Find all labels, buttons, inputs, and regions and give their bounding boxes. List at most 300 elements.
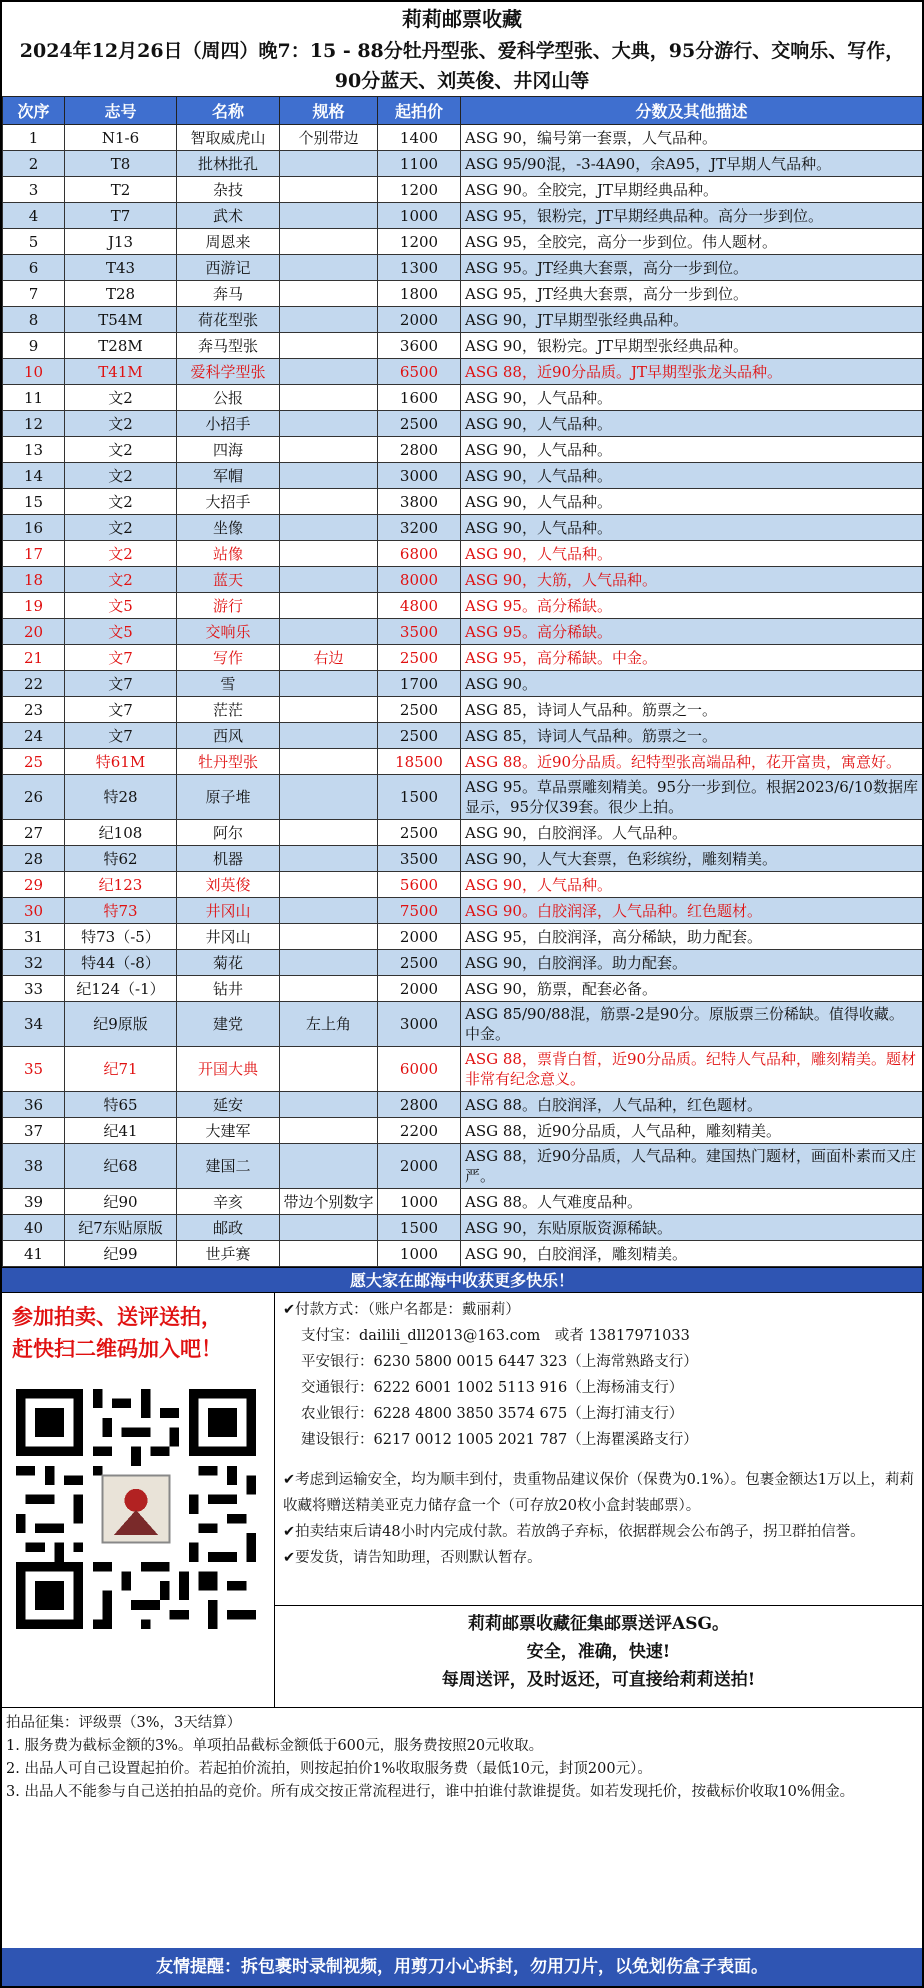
lot-number: 9 — [3, 333, 65, 359]
table-row — [3, 255, 923, 281]
table-row — [3, 541, 923, 567]
start-price: 1500 — [378, 775, 461, 820]
table-row — [3, 1002, 923, 1047]
start-price: 1200 — [378, 177, 461, 203]
stamp-name: 爱科学型张 — [177, 359, 280, 385]
stamp-name: 大招手 — [177, 489, 280, 515]
stamp-spec — [280, 1215, 378, 1241]
stamp-name: 牡丹型张 — [177, 749, 280, 775]
lot-number: 20 — [3, 619, 65, 645]
start-price: 3800 — [378, 489, 461, 515]
stamp-spec — [280, 385, 378, 411]
lot-description: ASG 88，近90分品质，人气品种，雕刻精美。 — [461, 1118, 923, 1144]
payment-deadline-note: ✔拍卖结束后请48小时内完成付款。若放鸽子弃标，依据群规会公布鸽子，拐卫群拍信誉。 — [283, 1524, 865, 1540]
table-row — [3, 1118, 923, 1144]
stamp-name: 荷花型张 — [177, 307, 280, 333]
shipping-note: ✔考虑到运输安全，均为顺丰到付，贵重物品建议保价（保费为0.1%）。包裹金额达1万以上，莉莉收藏将赠送精美亚克力储存盒一个（可存放20枚小盒封装邮票）。 — [283, 1472, 914, 1514]
start-price: 2000 — [378, 976, 461, 1002]
lot-description: ASG 90，人气品种。 — [461, 541, 923, 567]
start-price: 1500 — [378, 1215, 461, 1241]
col-header-name: 名称 — [177, 97, 280, 125]
stamp-spec — [280, 177, 378, 203]
payment-panel — [275, 1293, 922, 1707]
stamp-name: 建国二 — [177, 1144, 280, 1189]
stamp-code: 文2 — [65, 437, 177, 463]
stamp-code: T41M — [65, 359, 177, 385]
rule-1: 1. 服务费为截标金额的3%。单项拍品截标金额低于600元，服务费按照20元收取。 — [6, 1738, 544, 1754]
start-price: 1800 — [378, 281, 461, 307]
table-row — [3, 151, 923, 177]
lot-description: ASG 95。高分稀缺。 — [461, 593, 923, 619]
service-line-3: 每周送评，及时返还，可直接给莉莉送拍! — [441, 1670, 756, 1690]
col-header-spec: 规格 — [280, 97, 378, 125]
table-row — [3, 229, 923, 255]
stamp-code: N1-6 — [65, 125, 177, 151]
stamp-code: 特44（-8） — [65, 950, 177, 976]
table-row — [3, 976, 923, 1002]
stamp-code: T28 — [65, 281, 177, 307]
lot-number: 16 — [3, 515, 65, 541]
stamp-name: 坐像 — [177, 515, 280, 541]
lot-number: 39 — [3, 1189, 65, 1215]
stamp-spec — [280, 820, 378, 846]
table-row — [3, 437, 923, 463]
stamp-name: 批林批孔 — [177, 151, 280, 177]
stamp-spec — [280, 1118, 378, 1144]
stamp-spec — [280, 281, 378, 307]
stamp-name: 刘英俊 — [177, 872, 280, 898]
lot-description: ASG 90，编号第一套票，人气品种。 — [461, 125, 923, 151]
lot-number: 24 — [3, 723, 65, 749]
stamp-name: 站像 — [177, 541, 280, 567]
stamp-code: 文7 — [65, 645, 177, 671]
table-row — [3, 924, 923, 950]
lot-description: ASG 90，人气品种。 — [461, 489, 923, 515]
start-price: 2800 — [378, 437, 461, 463]
stamp-spec — [280, 671, 378, 697]
col-header-desc: 分数及其他描述 — [461, 97, 923, 125]
table-row — [3, 749, 923, 775]
stamp-spec — [280, 749, 378, 775]
table-row — [3, 950, 923, 976]
lot-number: 18 — [3, 567, 65, 593]
stamp-spec — [280, 619, 378, 645]
stamp-name: 延安 — [177, 1092, 280, 1118]
stamp-spec — [280, 950, 378, 976]
stamp-spec: 左上角 — [280, 1002, 378, 1047]
lot-description: ASG 90，人气品种。 — [461, 515, 923, 541]
stamp-code: T7 — [65, 203, 177, 229]
stamp-code: 文7 — [65, 697, 177, 723]
lot-description: ASG 90。白胶润泽，人气品种。红色题材。 — [461, 898, 923, 924]
stamp-spec — [280, 151, 378, 177]
table-row — [3, 898, 923, 924]
dispatch-note: ✔要发货，请告知助理，否则默认暂存。 — [283, 1550, 542, 1566]
lot-number: 10 — [3, 359, 65, 385]
qr-code[interactable] — [16, 1389, 256, 1629]
stamp-spec — [280, 976, 378, 1002]
lot-description: ASG 85，诗词人气品种。筋票之一。 — [461, 697, 923, 723]
stamp-code: 文7 — [65, 671, 177, 697]
start-price: 2200 — [378, 1118, 461, 1144]
lot-number: 1 — [3, 125, 65, 151]
stamp-name: 大建军 — [177, 1118, 280, 1144]
stamp-name: 原子堆 — [177, 775, 280, 820]
promo-line-2: 赶快扫二维码加入吧！ — [12, 1336, 222, 1361]
stamp-name: 阿尔 — [177, 820, 280, 846]
rule-3: 3. 出品人不能参与自己送拍拍品的竞价。所有成交按正常流程进行，谁中拍谁付款谁提货。如若发现托价，按截标价收取10%佣金。 — [6, 1784, 855, 1800]
start-price: 2500 — [378, 723, 461, 749]
lot-description: ASG 90，JT早期型张经典品种。 — [461, 307, 923, 333]
stamp-code: 特65 — [65, 1092, 177, 1118]
stamp-code: T8 — [65, 151, 177, 177]
lot-number: 8 — [3, 307, 65, 333]
start-price: 2000 — [378, 1144, 461, 1189]
stamp-name: 四海 — [177, 437, 280, 463]
col-header-code: 志号 — [65, 97, 177, 125]
qr-code-icon — [16, 1389, 256, 1629]
lot-description: ASG 95，白胶润泽，高分稀缺，助力配套。 — [461, 924, 923, 950]
stamp-spec — [280, 872, 378, 898]
stamp-spec — [280, 1241, 378, 1267]
stamp-spec — [280, 437, 378, 463]
lot-number: 31 — [3, 924, 65, 950]
stamp-spec: 个别带边 — [280, 125, 378, 151]
table-row — [3, 385, 923, 411]
stamp-spec — [280, 489, 378, 515]
grading-service — [275, 1605, 922, 1707]
table-row — [3, 489, 923, 515]
stamp-name: 杂技 — [177, 177, 280, 203]
stamp-name: 西游记 — [177, 255, 280, 281]
col-header-price: 起拍价 — [378, 97, 461, 125]
lot-number: 7 — [3, 281, 65, 307]
table-row — [3, 846, 923, 872]
lot-number: 17 — [3, 541, 65, 567]
lot-description: ASG 90。全胶完，JT早期经典品种。 — [461, 177, 923, 203]
lot-description: ASG 90，人气品种。 — [461, 437, 923, 463]
stamp-code: 文2 — [65, 541, 177, 567]
table-row — [3, 359, 923, 385]
lot-description: ASG 95，高分稀缺。中金。 — [461, 645, 923, 671]
promo-panel — [2, 1293, 275, 1707]
payment-title: ✔付款方式：（账户名都是：戴丽莉） — [283, 1302, 520, 1318]
lot-number: 34 — [3, 1002, 65, 1047]
start-price: 6500 — [378, 359, 461, 385]
table-row — [3, 775, 923, 820]
stamp-code: 特28 — [65, 775, 177, 820]
stamp-spec — [280, 411, 378, 437]
start-price: 1600 — [378, 385, 461, 411]
stamp-spec — [280, 775, 378, 820]
payment-section — [2, 1292, 922, 1708]
lot-description: ASG 90，筋票，配套必备。 — [461, 976, 923, 1002]
stamp-name: 茫茫 — [177, 697, 280, 723]
stamp-code: T2 — [65, 177, 177, 203]
lot-number: 13 — [3, 437, 65, 463]
stamp-spec — [280, 898, 378, 924]
start-price: 3500 — [378, 619, 461, 645]
table-row — [3, 463, 923, 489]
lot-description: ASG 90。 — [461, 671, 923, 697]
stamp-code: 纪124（-1） — [65, 976, 177, 1002]
table-row — [3, 723, 923, 749]
service-line-2: 安全，准确，快速! — [526, 1642, 671, 1662]
page-title: 莉莉邮票收藏 — [402, 7, 522, 31]
start-price: 3200 — [378, 515, 461, 541]
table-row — [3, 333, 923, 359]
payment-info — [275, 1293, 922, 1605]
stamp-name: 雪 — [177, 671, 280, 697]
stamp-name: 武术 — [177, 203, 280, 229]
lot-number: 25 — [3, 749, 65, 775]
stamp-spec — [280, 229, 378, 255]
table-row — [3, 281, 923, 307]
lot-number: 4 — [3, 203, 65, 229]
stamp-code: 特73 — [65, 898, 177, 924]
start-price: 6000 — [378, 1047, 461, 1092]
lot-description: ASG 95，银粉完，JT早期经典品种。高分一步到位。 — [461, 203, 923, 229]
stamp-name: 开国大典 — [177, 1047, 280, 1092]
stamp-name: 交响乐 — [177, 619, 280, 645]
lot-number: 3 — [3, 177, 65, 203]
stamp-code: 纪68 — [65, 1144, 177, 1189]
bank-line-pingan: 平安银行：6230 5800 0015 6447 323（上海常熟路支行） — [301, 1354, 698, 1370]
rule-2: 2. 出品人可自己设置起拍价。若起拍价流拍，则按起拍价1%收取服务费（最低10元，封顶200元）。 — [6, 1761, 652, 1777]
lot-number: 30 — [3, 898, 65, 924]
stamp-spec — [280, 1047, 378, 1092]
start-price: 2000 — [378, 307, 461, 333]
lot-number: 21 — [3, 645, 65, 671]
stamp-code: 纪9原版 — [65, 1002, 177, 1047]
lot-number: 19 — [3, 593, 65, 619]
lot-number: 22 — [3, 671, 65, 697]
lot-description: ASG 90，东贴原版资源稀缺。 — [461, 1215, 923, 1241]
alipay-line: 支付宝：dailili_dll2013@163.com 或者 13817971033 — [301, 1328, 690, 1344]
stamp-spec: 右边 — [280, 645, 378, 671]
lot-number: 11 — [3, 385, 65, 411]
table-row — [3, 1189, 923, 1215]
lot-number: 14 — [3, 463, 65, 489]
lot-number: 28 — [3, 846, 65, 872]
stamp-code: 文2 — [65, 411, 177, 437]
bank-line-bocom: 交通银行：6222 6001 1002 5113 916（上海杨浦支行） — [301, 1380, 684, 1396]
start-price: 1400 — [378, 125, 461, 151]
table-header — [3, 97, 923, 125]
start-price: 2000 — [378, 924, 461, 950]
start-price: 1300 — [378, 255, 461, 281]
start-price: 1700 — [378, 671, 461, 697]
start-price: 5600 — [378, 872, 461, 898]
stamp-name: 小招手 — [177, 411, 280, 437]
lot-number: 38 — [3, 1144, 65, 1189]
stamp-code: 纪99 — [65, 1241, 177, 1267]
table-row — [3, 671, 923, 697]
lot-number: 33 — [3, 976, 65, 1002]
lot-description: ASG 88。近90分品质。纪特型张高端品种，花开富贵，寓意好。 — [461, 749, 923, 775]
lot-description: ASG 90，白胶润泽。人气品种。 — [461, 820, 923, 846]
stamp-name: 公报 — [177, 385, 280, 411]
lot-description: ASG 88，近90分品质，人气品种。建国热门题材，画面朴素而又庄严。 — [461, 1144, 923, 1189]
col-header-no: 次序 — [3, 97, 65, 125]
table-row — [3, 203, 923, 229]
lot-number: 26 — [3, 775, 65, 820]
start-price: 2500 — [378, 645, 461, 671]
lot-description: ASG 90，人气大套票，色彩缤纷，雕刻精美。 — [461, 846, 923, 872]
table-row — [3, 697, 923, 723]
lot-number: 41 — [3, 1241, 65, 1267]
table-row — [3, 1144, 923, 1189]
lot-description: ASG 95。JT经典大套票，高分一步到位。 — [461, 255, 923, 281]
lot-description: ASG 88。人气难度品种。 — [461, 1189, 923, 1215]
lot-number: 29 — [3, 872, 65, 898]
stamp-name: 建党 — [177, 1002, 280, 1047]
start-price: 8000 — [378, 567, 461, 593]
stamp-spec — [280, 541, 378, 567]
lot-number: 5 — [3, 229, 65, 255]
lot-description: ASG 90，白胶润泽。助力配套。 — [461, 950, 923, 976]
stamp-spec — [280, 1092, 378, 1118]
lot-description: ASG 88，近90分品质。JT早期型张龙头品种。 — [461, 359, 923, 385]
stamp-spec — [280, 255, 378, 281]
lot-number: 40 — [3, 1215, 65, 1241]
start-price: 2800 — [378, 1092, 461, 1118]
lot-description: ASG 85，诗词人气品种。筋票之一。 — [461, 723, 923, 749]
start-price: 4800 — [378, 593, 461, 619]
stamp-name: 写作 — [177, 645, 280, 671]
stamp-code: 文2 — [65, 489, 177, 515]
stamp-spec — [280, 1144, 378, 1189]
lot-description: ASG 90，人气品种。 — [461, 463, 923, 489]
footer-reminder: 友情提醒：拆包裹时录制视频，用剪刀小心拆封，勿用刀片，以免划伤盒子表面。 — [2, 1948, 922, 1986]
lot-number: 2 — [3, 151, 65, 177]
promo-line-1: 参加拍卖、送评送拍， — [12, 1304, 222, 1329]
lot-description: ASG 90，人气品种。 — [461, 872, 923, 898]
consignment-rules — [2, 1708, 922, 1808]
page-subtitle: 2024年12月26日（周四）晚7：15 - 88分牡丹型张、爱科学型张、大典，95分游行、交响乐、写作，90分蓝天、刘英俊、井冈山等 — [19, 40, 905, 92]
stamp-code: J13 — [65, 229, 177, 255]
start-price: 6800 — [378, 541, 461, 567]
lot-description: ASG 90，大筋，人气品种。 — [461, 567, 923, 593]
lot-description: ASG 95。高分稀缺。 — [461, 619, 923, 645]
lot-number: 27 — [3, 820, 65, 846]
stamp-spec — [280, 203, 378, 229]
table-row — [3, 125, 923, 151]
table-row — [3, 593, 923, 619]
stamp-code: 文5 — [65, 619, 177, 645]
stamp-name: 奔马型张 — [177, 333, 280, 359]
wish-banner: 愿大家在邮海中收获更多快乐！ — [2, 1267, 922, 1292]
start-price: 1200 — [378, 229, 461, 255]
lot-number: 12 — [3, 411, 65, 437]
table-row — [3, 1047, 923, 1092]
stamp-code: 特61M — [65, 749, 177, 775]
stamp-spec — [280, 697, 378, 723]
table-row — [3, 619, 923, 645]
start-price: 1100 — [378, 151, 461, 177]
stamp-name: 世乒赛 — [177, 1241, 280, 1267]
stamp-code: 纪41 — [65, 1118, 177, 1144]
stamp-spec: 带边个别数字 — [280, 1189, 378, 1215]
stamp-spec — [280, 359, 378, 385]
stamp-name: 蓝天 — [177, 567, 280, 593]
lot-description: ASG 95/90混，-3-4A90，余A95，JT早期人气品种。 — [461, 151, 923, 177]
start-price: 1000 — [378, 1189, 461, 1215]
stamp-code: T54M — [65, 307, 177, 333]
table-row — [3, 645, 923, 671]
start-price: 3600 — [378, 333, 461, 359]
stamp-code: 纪7东贴原版 — [65, 1215, 177, 1241]
stamp-spec — [280, 515, 378, 541]
start-price: 2500 — [378, 697, 461, 723]
lot-description: ASG 90，人气品种。 — [461, 385, 923, 411]
lot-number: 6 — [3, 255, 65, 281]
start-price: 3500 — [378, 846, 461, 872]
lot-description: ASG 88，票背白皙，近90分品质。纪特人气品种，雕刻精美。题材非常有纪念意义。 — [461, 1047, 923, 1092]
stamp-code: 文2 — [65, 385, 177, 411]
lot-number: 36 — [3, 1092, 65, 1118]
stamp-name: 菊花 — [177, 950, 280, 976]
rules-title: 拍品征集：评级票（3%，3天结算） — [6, 1715, 242, 1731]
stamp-name: 井冈山 — [177, 924, 280, 950]
stamp-code: 特62 — [65, 846, 177, 872]
stamp-name: 辛亥 — [177, 1189, 280, 1215]
table-row — [3, 820, 923, 846]
stamp-code: 纪71 — [65, 1047, 177, 1092]
start-price: 1000 — [378, 203, 461, 229]
stamp-code: 文2 — [65, 567, 177, 593]
stamp-spec — [280, 333, 378, 359]
start-price: 3000 — [378, 463, 461, 489]
stamp-spec — [280, 723, 378, 749]
table-row — [3, 411, 923, 437]
start-price: 1000 — [378, 1241, 461, 1267]
stamp-code: T43 — [65, 255, 177, 281]
table-row — [3, 177, 923, 203]
table-row — [3, 1215, 923, 1241]
table-row — [3, 567, 923, 593]
stamp-code: 纪108 — [65, 820, 177, 846]
start-price: 2500 — [378, 950, 461, 976]
lot-description: ASG 95。草品票雕刻精美。95分一步到位。根据2023/6/10数据库显示，95分仅39套。很少上拍。 — [461, 775, 923, 820]
stamp-spec — [280, 593, 378, 619]
start-price: 7500 — [378, 898, 461, 924]
lot-number: 23 — [3, 697, 65, 723]
table-row — [3, 872, 923, 898]
lot-description: ASG 85/90/88混，筋票-2是90分。原版票三份稀缺。值得收藏。中金。 — [461, 1002, 923, 1047]
lot-number: 32 — [3, 950, 65, 976]
stamp-spec — [280, 463, 378, 489]
stamp-spec — [280, 307, 378, 333]
stamp-name: 智取威虎山 — [177, 125, 280, 151]
stamp-name: 机器 — [177, 846, 280, 872]
stamp-code: 文7 — [65, 723, 177, 749]
stamp-code: 文5 — [65, 593, 177, 619]
stamp-code: 纪123 — [65, 872, 177, 898]
lot-description: ASG 90，银粉完。JT早期型张经典品种。 — [461, 333, 923, 359]
lot-description: ASG 90，人气品种。 — [461, 411, 923, 437]
start-price: 3000 — [378, 1002, 461, 1047]
stamp-code: 文2 — [65, 515, 177, 541]
lot-description: ASG 95，全胶完，高分一步到位。伟人题材。 — [461, 229, 923, 255]
table-row — [3, 515, 923, 541]
lot-description: ASG 95，JT经典大套票，高分一步到位。 — [461, 281, 923, 307]
lot-description: ASG 88。白胶润泽，人气品种，红色题材。 — [461, 1092, 923, 1118]
stamp-code: 纪90 — [65, 1189, 177, 1215]
table-row — [3, 1241, 923, 1267]
table-row — [3, 1092, 923, 1118]
lot-table — [2, 96, 923, 1267]
